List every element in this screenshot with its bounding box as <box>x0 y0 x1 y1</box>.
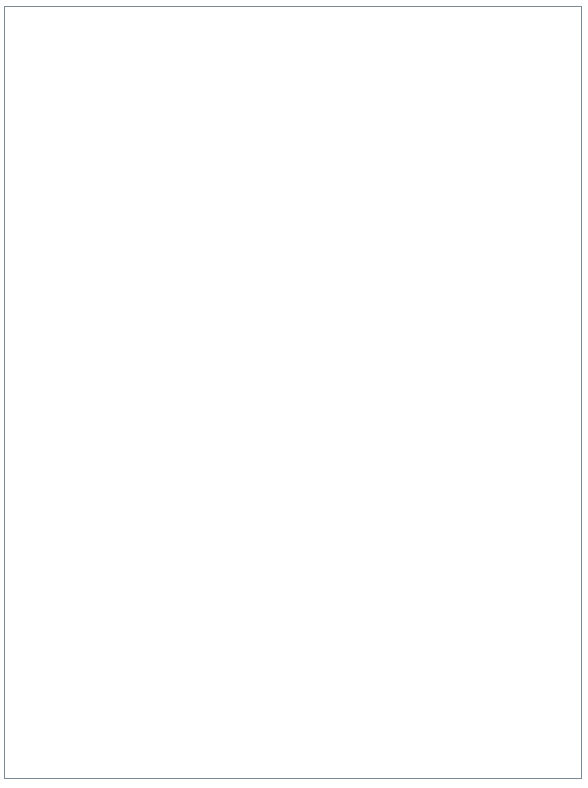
spec-table <box>4 6 582 779</box>
